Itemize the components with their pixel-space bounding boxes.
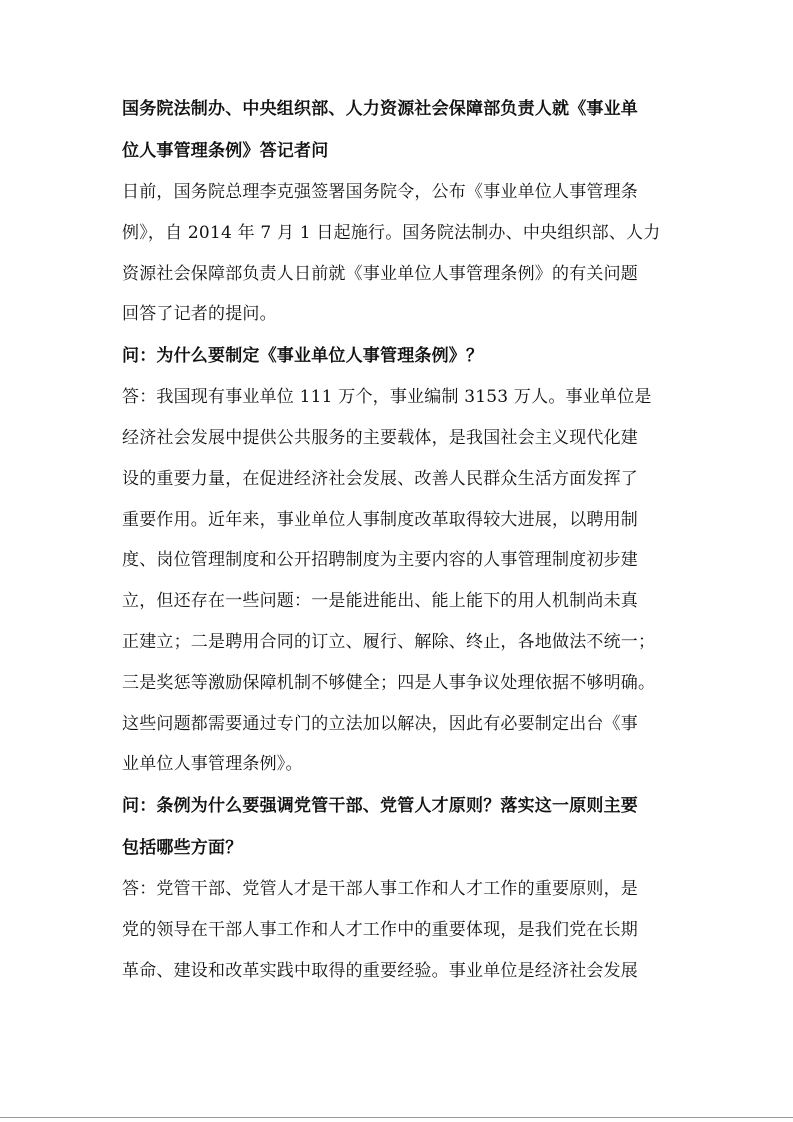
title-line: 国务院法制办、中央组织部、人力资源社会保障部负责人就《事业单: [122, 99, 638, 119]
text-line: 重要作用。近年来，事业单位人事制度改革取得较大进展，以聘用制: [122, 509, 638, 530]
text-line: 经济社会发展中提供公共服务的主要载体，是我国社会主义现代化建: [122, 427, 638, 448]
text-line: 资源社会保障部负责人日前就《事业单位人事管理条例》的有关问题: [122, 263, 638, 284]
answer-2: [122, 869, 682, 991]
text-line: 业单位人事管理条例》。: [122, 754, 303, 775]
text-line: 例》，自 2014 年 7 月 1 日起施行。国务院法制办、中央组织部、人力: [122, 222, 661, 243]
question-line: 问：为什么要制定《事业单位人事管理条例》？: [122, 346, 484, 367]
question-1: [122, 335, 682, 377]
intro-paragraph: [122, 172, 682, 335]
text-line: 党的领导在干部人事工作和人才工作中的重要体现，是我们党在长期: [122, 919, 638, 940]
text-line: 回答了记者的提问。: [122, 304, 277, 325]
question-line: 问：条例为什么要强调党管干部、党管人才原则？落实这一原则主要: [122, 796, 638, 817]
text-line: 度、岗位管理制度和公开招聘制度为主要内容的人事管理制度初步建: [122, 550, 638, 571]
page-bottom-rule: [0, 1117, 793, 1118]
text-line: 立，但还存在一些问题：一是能进能出、能上能下的用人机制尚未真: [122, 591, 638, 612]
text-line: 日前，国务院总理李克强签署国务院令，公布《事业单位人事管理条: [122, 182, 638, 202]
text-line: 这些问题都需要通过专门的立法加以解决，因此有必要制定出台《事: [122, 713, 638, 734]
question-line: 包括哪些方面？: [122, 838, 243, 859]
text-line: 设的重要力量，在促进经济社会发展、改善人民群众生活方面发挥了: [122, 468, 638, 489]
article-title: [122, 88, 682, 172]
text-line: 革命、建设和改革实践中取得的重要经验。事业单位是经济社会发展: [122, 960, 638, 981]
text-line: 正建立；二是聘用合同的订立、履行、解除、终止，各地做法不统一；: [122, 631, 656, 652]
title-line: 位人事管理条例》答记者问: [122, 141, 329, 161]
text-line: 三是奖惩等激励保障机制不够健全；四是人事争议处理依据不够明确。: [122, 672, 656, 693]
answer-1: [122, 377, 682, 785]
text-line: 答：我国现有事业单位 111 万个，事业编制 3153 万人。事业单位是: [122, 387, 652, 408]
text-line: 答：党管干部、党管人才是干部人事工作和人才工作的重要原则，是: [122, 879, 638, 900]
document-body: [122, 88, 682, 992]
question-2: [122, 785, 682, 869]
